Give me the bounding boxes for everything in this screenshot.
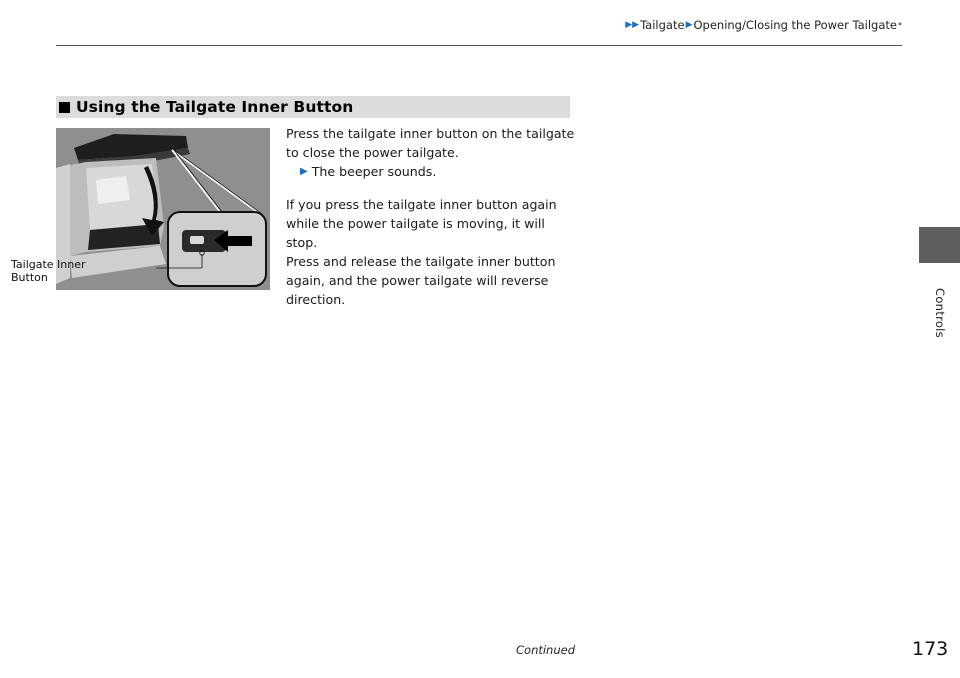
sub-item: [286, 162, 576, 181]
continued-label: Continued: [516, 643, 576, 657]
tailgate-diagram: [56, 128, 270, 290]
breadcrumb-arrow-icon: ▶: [685, 20, 693, 30]
section-heading: [56, 96, 570, 118]
page-number: 173: [912, 638, 949, 660]
chapter-tab[interactable]: [919, 227, 960, 263]
breadcrumb-arrow-icon: ▶▶: [625, 20, 640, 30]
callout-line-2: Button: [11, 271, 48, 284]
instructions-text: [286, 124, 576, 309]
figure-callout-label: [11, 258, 86, 284]
header-rule: [56, 45, 902, 46]
para2-line-2: while the power tailgate is moving, it will stop.: [286, 216, 545, 250]
chapter-tab-label: Controls: [933, 288, 947, 338]
arrow-bullet-icon: ▶: [300, 166, 308, 177]
callout-line-1: Tailgate Inner: [11, 258, 86, 271]
breadcrumb-item-tailgate[interactable]: Tailgate: [640, 18, 685, 32]
breadcrumb: [624, 18, 902, 32]
breadcrumb-option-marker: *: [898, 20, 902, 30]
para2-line-4: again, and the power tailgate will reverse: [286, 273, 549, 288]
para1-line-2: to close the power tailgate.: [286, 145, 459, 160]
sub-item-text: The beeper sounds.: [311, 164, 437, 179]
para2-line-3: Press and release the tailgate inner button: [286, 254, 556, 269]
para1-line-1: Press the tailgate inner button on the tailgate: [286, 126, 575, 141]
para2-line-1: If you press the tailgate inner button again: [286, 197, 557, 212]
section-title: Using the Tailgate Inner Button: [76, 98, 354, 116]
para2-line-5: direction.: [286, 292, 346, 307]
breadcrumb-item-power-tailgate[interactable]: Opening/Closing the Power Tailgate: [693, 18, 897, 32]
tailgate-illustration: [56, 128, 270, 290]
section-square-icon: [59, 102, 70, 113]
